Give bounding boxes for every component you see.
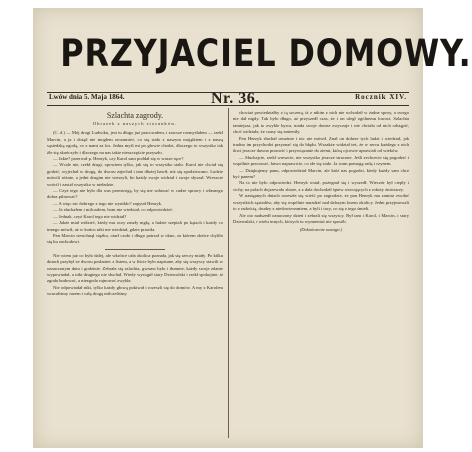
issue-number: Nr. 36. [211, 90, 260, 107]
masthead: PRZYJACIEL DOMOWY. [60, 32, 472, 75]
left-column [47, 110, 223, 442]
dateline: Lwów dnia 5. Maja 1864. [49, 93, 125, 101]
header-rule-bottom [47, 105, 409, 106]
paragraph: — Dziękujemy panu, odpowiedział Marcin, ale któż nas pogodzi, kiedy każdy sam chce być panem? [233, 167, 409, 180]
paragraph: Nie odpowiadał nikt, tylko każdy głową pokiwał i rozeszli się do domów. A my z Karolem wracaliśmy razem i całą drogę milczeliśmy. [47, 284, 223, 297]
continued-note: (Dokończenie nastąpi.) [299, 227, 343, 233]
column-divider [228, 108, 229, 438]
paragraph: — Jakie? przerwał p. Henryk, czy Karol sam poddał się w wasze ręce? [53, 156, 184, 162]
newspaper-page [33, 8, 472, 448]
paragraph: — Jednak, czyż Karol tego nie widział? [53, 213, 127, 219]
article-subtitle: Obrazek z naszych stosunków. [92, 121, 178, 126]
paragraph: W następnych dniach rozeszła się wieść po zagrodzie, że pan Henryk ma zamiar zwołać wszystkich sąsiadów, aby się wspólnie naradzić nad dalszym losem okolicy. Jedni przyjmowali to z radością, drudzy z niedowierzaniem, a byli i tacy, co się z tego śmieli. [233, 193, 409, 212]
paragraph: Na to nie było odpowiedzi. Henryk wstał, pożegnał się i wyszedł. Wieczór był ciepły i cichy, na polach dojrzewało zboże, a z dala dochodził śpiew wracających z roboty żniwiarzy. [233, 180, 409, 192]
article-title: Szlachta zagrody. [106, 111, 164, 120]
paragraph: chociaż powiedziałby z tą szczerą, iż z nikim z nich nie wchodził w żadne spory, a swego nie dał nigdy. Tak było długo, aż przyszedł czas, że i on uległ ogólnemu losowi. Szlachta tamtejsza, jak to zwykle bywa, miała swoje dawne zwyczaje i nie chciała od nich odstąpić, choć widziała, że czasy się zmieniły. [233, 110, 409, 135]
paragraph: — Słuchajcie, rzekł wreszcie, nie wszystko jeszcze stracone. Jeśli zechcecie się pogodzić i wspólnie pracować, łatwo naprawicie, co złe się stało. Ja wam pomogę radą i czynem. [233, 154, 409, 167]
paragraph: Ale oto nadszedł oznaczony dzień i zebrali się wszyscy. Był tam i Karol, i Marcin, i stary Dziewulski, i wielu innych, których tu wymieniać nie sposób. [233, 212, 409, 224]
paragraph: Pan Marcin westchnął ciężko, otarł czoło i długo patrzał w okno, za którem słońce chyliło się ku zachodowi. [47, 232, 223, 245]
paragraph: — Wcale nie, rzekł drugi, opowiem tylko, jak się to wszystko stało. Karol nie chciał się godzić, wyjechał w drogę, do dworu zajechał i tam dłużej bawił, niż się spodziewano. Ludzie mówili różnie, a jedni drugim nie wierzyli, bo każdy swoje widział i swoje słyszał. Wreszcie wrócił i zastał wszystko w nieładzie. [47, 162, 223, 187]
paragraph: — Jakże miał widzieć, kiedy mu oczy zaszły mgłą, a ludzie szeptali po kątach i każdy co innego mówił, aż w końcu nikt nie wiedział, gdzie prawda. [47, 220, 223, 232]
paragraph: Nie wiem już co było dalej, ale wkrótce cała okolica poznała, jak się rzeczy miały. Po kilku dniach przybył ze dworu posłaniec z listem, a w liście było napisane, aby się wszyscy stawili w oznaczonym dniu i godzinie. Zebrała się szlachta, gwarno było i tłumnie, każdy swoje zdanie wypowiadał, a nikt drugiego nie słuchał. Wtedy wystąpił stary Dziewulski i rzekł spokojnie, iż zgoda budować, a niezgoda rujnować zwykła. [47, 252, 223, 284]
paragraph: — Ja słuchałem i milczałem, bom nie wiedział, co odpowiedzieć. [53, 207, 174, 213]
right-column [233, 110, 409, 442]
paragraph: Pan Henryk słuchał uważnie i nic nie mówił. Znał on dobrze tych ludzi i wiedział, jak trudno im przychodzi przyznać się do błędu. Wszakże widział też, że w sercu każdego z nich tkwi jeszcze dawna prawość i przywiązanie do ziemi, którą ojcowie uprawiali od wieków. [233, 135, 409, 154]
paragraph: (C. d.) — Mój drogi Ludwiku, jest tu długo już pracowałem, i zawsze rozmyślałem — rzekł Marcin, a ja i dotąd nie mogłem zrozumieć, co się stało z naszym majątkiem i z naszą sąsiedzką zgodą, co z nami za los. Jedna myśl mi po głowie chodzi, dlaczego to wszystko tak źle się skończyło i dlaczego na nas takie nieszczęście przyszło. [47, 130, 223, 155]
section-divider [105, 249, 165, 250]
paragraph: — Czyż tego nie było dla was przestrogą, by się nie wdawać w cudze sprawy i własnego dobra pilnować? [47, 188, 223, 200]
paragraph: — A więc nic dobrego z tego nie wynikło? zapytał Henryk. [53, 200, 163, 206]
volume-label: Rocznik XIV. [355, 93, 407, 101]
